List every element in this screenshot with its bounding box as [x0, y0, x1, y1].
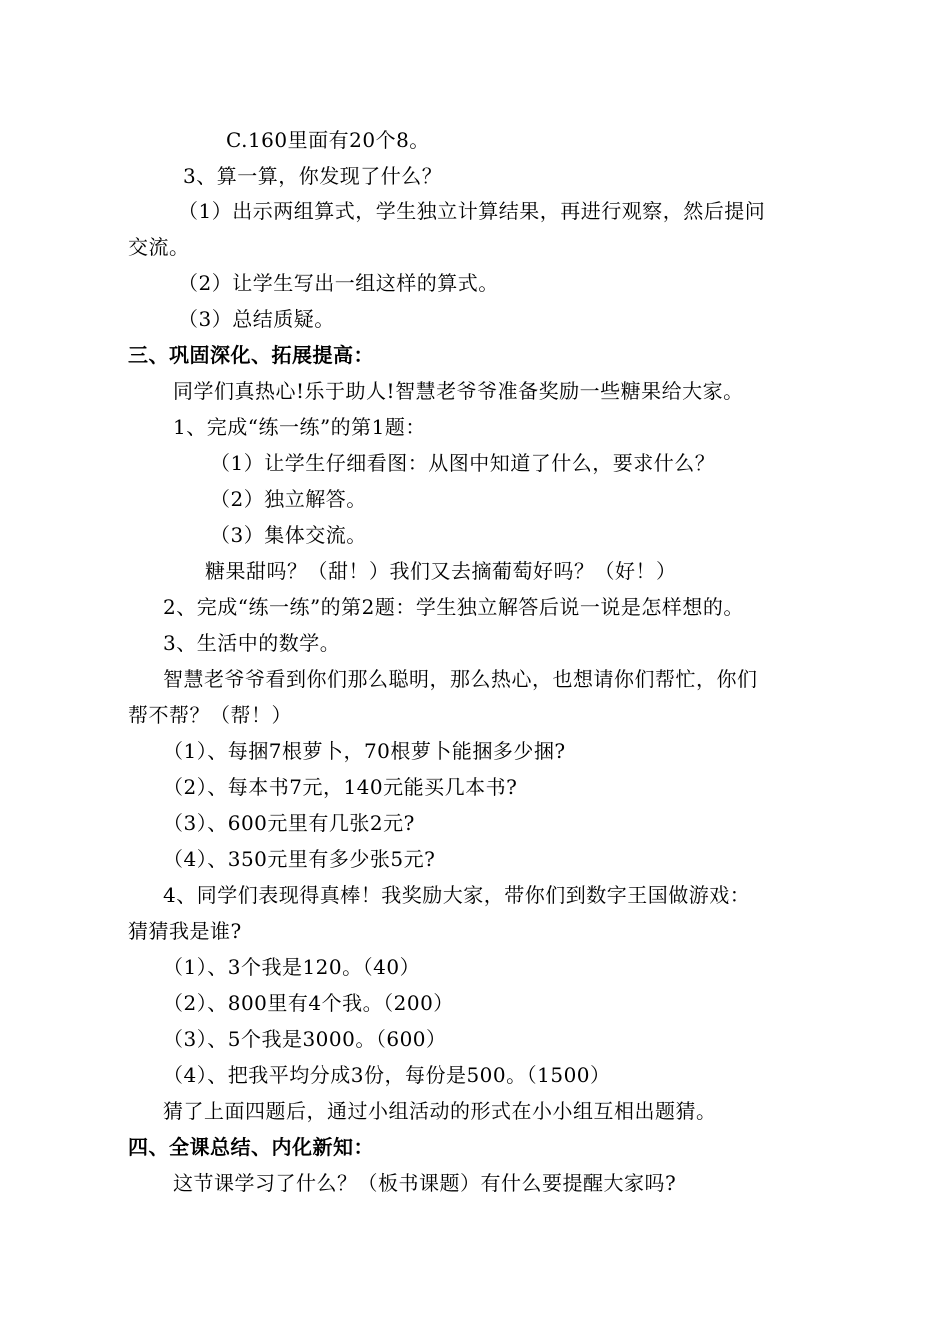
text-line: （4）、350元里有多少张5元?	[163, 847, 436, 871]
text-line: C.160里面有20个8。	[226, 128, 430, 152]
section-heading: 四、全课总结、内化新知：	[128, 1135, 374, 1159]
text-line: 智慧老爷爷看到你们那么聪明，那么热心，也想请你们帮忙，你们	[163, 667, 758, 691]
text-line: 猜猜我是谁?	[128, 919, 242, 943]
text-line: （1）出示两组算式，学生独立计算结果，再进行观察，然后提问	[178, 199, 766, 223]
text-line: 交流。	[128, 235, 190, 259]
text-line: （4）、把我平均分成3份，每份是500。（1500）	[163, 1063, 611, 1087]
text-line: 糖果甜吗？（甜！）我们又去摘葡萄好吗？（好！）	[205, 559, 677, 583]
text-line: （1）让学生仔细看图：从图中知道了什么，要求什么？	[210, 451, 716, 475]
text-line: 3、算一算，你发现了什么？	[183, 164, 443, 188]
text-line: 4、同学们表现得真棒！我奖励大家，带你们到数字王国做游戏：	[163, 883, 751, 907]
section-heading: 三、巩固深化、拓展提高：	[128, 343, 374, 367]
text-line: 这节课学习了什么？（板书课题）有什么要提醒大家吗?	[173, 1171, 677, 1195]
text-line: （2）、800里有4个我。（200）	[163, 991, 454, 1015]
text-line: 猜了上面四题后，通过小组活动的形式在小小组互相出题猜。	[163, 1099, 717, 1123]
text-line: （3）集体交流。	[210, 523, 367, 547]
text-line: （1）、3个我是120。（40）	[163, 955, 421, 979]
text-line: 帮不帮？（帮！）	[128, 703, 292, 727]
text-line: （3）、600元里有几张2元?	[163, 811, 415, 835]
text-line: 1、完成“练一练”的第1题：	[173, 415, 426, 439]
text-line: （3）、5个我是3000。（600）	[163, 1027, 447, 1051]
text-line: 2、完成“练一练”的第2题：学生独立解答后说一说是怎样想的。	[163, 595, 744, 619]
text-line: （2）独立解答。	[210, 487, 367, 511]
text-line: （2）让学生写出一组这样的算式。	[178, 271, 499, 295]
text-line: （3）总结质疑。	[178, 307, 335, 331]
text-line: （2）、每本书7元，140元能买几本书?	[163, 775, 518, 799]
text-line: 3、生活中的数学。	[163, 631, 341, 655]
text-line: （1）、每捆7根萝卜，70根萝卜能捆多少捆?	[163, 739, 566, 763]
text-line: 同学们真热心!乐于助人!智慧老爷爷准备奖励一些糖果给大家。	[173, 379, 744, 403]
